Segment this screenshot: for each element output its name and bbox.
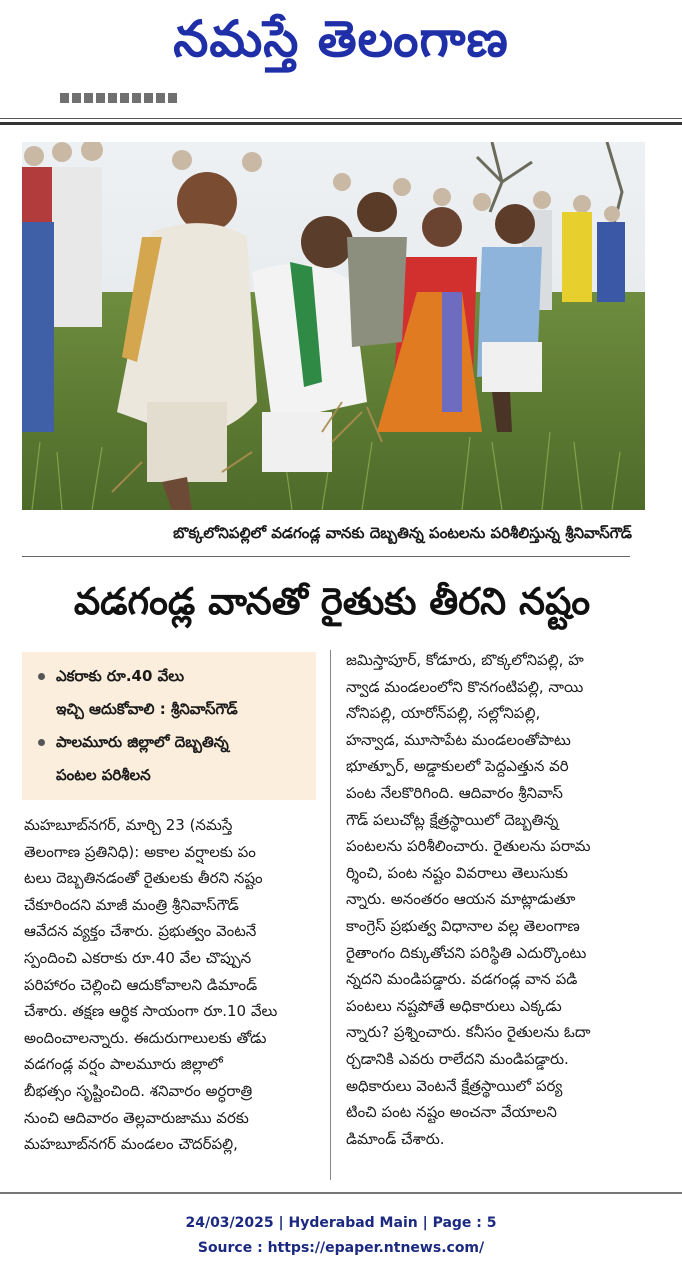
article-line: హన్వాడ, మూసాపేట మండలంతోపాటు <box>346 730 571 749</box>
article-line: ఆవేదన వ్యక్తం చేశారు. ప్రభుత్వం వెంటనే <box>24 922 257 941</box>
article-line: అందించాలన్నారు. ఈదురుగాలులకు తోడు <box>24 1028 267 1047</box>
masthead-tagline-strip <box>60 93 180 103</box>
highlight-line: పంటల పరిశీలన <box>56 766 151 784</box>
article-line: చేశారు. తక్షణ ఆర్థిక సాయంగా రూ.10 వేలు <box>24 1002 278 1021</box>
bullet-icon <box>38 673 45 680</box>
article-line: మహబూబ్‌నగర్ మండలం చౌదర్‌పల్లి, <box>24 1135 238 1154</box>
bullet-icon <box>38 739 45 746</box>
article-line: వడగండ్ల వర్షం పాలమూరు జిల్లాలో <box>24 1055 223 1074</box>
article-line: నుంచి ఆదివారం తెల్లవారుజాము వరకు <box>24 1108 249 1127</box>
news-photo <box>22 142 645 510</box>
edition-info: 24/03/2025 | Hyderabad Main | Page : 5 <box>185 1215 497 1231</box>
source-link[interactable]: Source : https://epaper.ntnews.com/ <box>197 1240 485 1256</box>
article-line: నోనిపల్లి, యారోన్‌పల్లి, సల్లోనిపల్లి, <box>346 704 541 723</box>
article-line: టలు దెబ్బతినడంతో రైతులకు తీరని నష్టం <box>24 869 263 888</box>
article-line: కాంగ్రెస్ ప్రభుత్వ విధానాల వల్ల తెలంగాణ <box>346 916 580 935</box>
headline: వడగండ్ల వానతో రైతుకు తీరని నష్టం <box>73 579 591 623</box>
masthead <box>0 0 682 80</box>
page-footer <box>0 1211 682 1261</box>
article-line: స్పందించి ఎకరాకు రూ.40 వేల చొప్పున <box>24 948 252 967</box>
article-line: భూత్పూర్, అడ్డాకులలో పెద్దఎత్తున వరి <box>346 757 569 776</box>
article-line: పంటలు నష్టపోతే అధికారులు ఎక్కడు <box>346 996 562 1015</box>
article-line: టించి పంట నష్టం అంచనా వేయాలని <box>346 1103 557 1122</box>
highlight-line: ఇచ్చి ఆదుకోవాలి : శ్రీనివాస్‌గౌడ్ <box>56 700 238 718</box>
article-line: పరిహారం చెల్లించి ఆదుకోవాలని డిమాండ్ <box>24 975 258 994</box>
footer-rule <box>0 1192 682 1194</box>
article-line: న్నారు. అనంతరం ఆయన మాట్లాడుతూ <box>346 890 576 909</box>
masthead-rule <box>0 118 682 119</box>
article-line: పంట నేలకొరిగింది. ఆదివారం శ్రీనివాస్ <box>346 783 563 802</box>
highlight-item <box>36 660 308 726</box>
article-line: చేకూరిందని మాజీ మంత్రి శ్రీనివాస్‌గౌడ్ <box>24 895 239 914</box>
highlight-item <box>36 726 308 792</box>
newspaper-title: నమస్తే తెలంగాణ <box>173 9 509 68</box>
article-line: మహబూబ్‌నగర్, మార్చి 23 (నమస్తే <box>24 816 233 834</box>
article-line: డిమాండ్ చేశారు. <box>346 1129 445 1148</box>
article-line: పంటలను పరిశీలించారు. రైతులను పరామ <box>346 837 591 856</box>
article-line: రైతాంగం దిక్కుతోచని పరిస్థితి ఎదుర్కొంటు <box>346 943 587 962</box>
article-line: అధికారులు వెంటనే క్షేత్రస్థాయిలో పర్య <box>346 1076 563 1095</box>
article-column-left <box>24 812 316 1158</box>
article-line: న్నారు? ప్రశ్నించారు. కనీసం రైతులను ఓదా <box>346 1023 591 1042</box>
masthead-rule-thick <box>0 122 682 125</box>
article-line: తెలంగాణ ప్రతినిధి): అకాల వర్షాలకు పం <box>24 842 256 861</box>
photo-caption: బొక్కలోనిపల్లిలో వడగండ్ల వానకు దెబ్బతిన్న పంటలను పరిశీలిస్తున్న శ్రీనివాస్‌గౌడ్ <box>173 524 632 542</box>
column-divider <box>330 650 331 1180</box>
article-line: ర్శించి, పంట నష్టం వివరాలు తెలుసుకు <box>346 863 568 882</box>
article-column-right <box>346 647 646 1152</box>
crop-field-photo <box>22 142 645 510</box>
article-line: న్నదని మండిపడ్డారు. వడగండ్ల వాన పడి <box>346 970 578 989</box>
highlight-line: ఎకరాకు రూ.40 వేలు <box>56 667 185 685</box>
article-line: ర్చడానికి ఎవరు రాలేదని మండిపడ్డారు. <box>346 1049 569 1068</box>
article-line: గౌడ్ పలుచోట్ల క్షేత్రస్థాయిలో దెబ్బతిన్న <box>346 810 559 829</box>
highlights-box <box>22 652 316 800</box>
highlight-line: పాలమూరు జిల్లాలో దెబ్బతిన్న <box>56 733 229 751</box>
article-line: బీభత్సం సృష్టించింది. శనివారం అర్ధరాత్రి <box>24 1081 253 1100</box>
article-line: జమిస్తాపూర్, కోడూరు, బొక్కలోనిపల్లి, హ <box>346 651 584 669</box>
caption-rule <box>22 556 630 557</box>
article-line: న్వాడ మండలంలోని కొనగంటిపల్లి, నాయి <box>346 677 584 696</box>
